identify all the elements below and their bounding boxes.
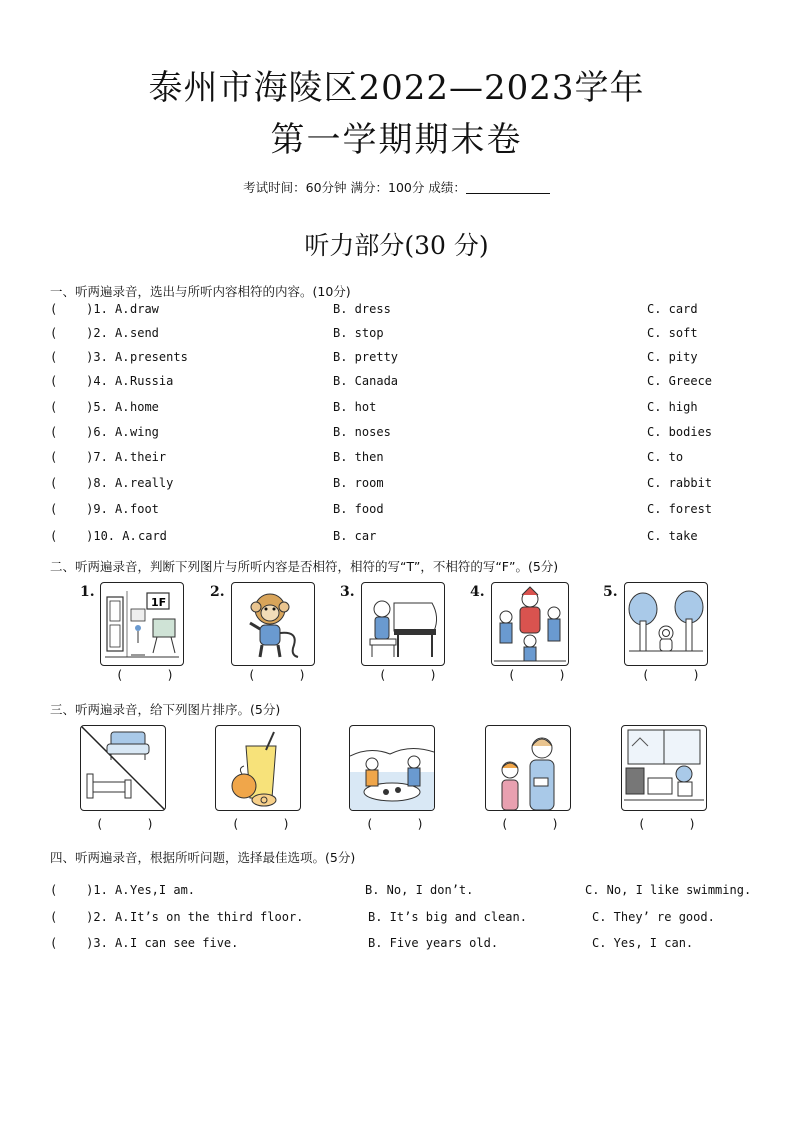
floor-sign-text: 1F <box>151 596 167 609</box>
option-a[interactable]: draw <box>130 302 159 316</box>
option-a[interactable]: I can see five. <box>130 936 239 950</box>
question-prefix[interactable]: ( )1. A. <box>50 302 130 316</box>
answer-blank-2-1[interactable]: ( ) <box>116 668 174 682</box>
option-b[interactable]: B. stop <box>333 326 384 340</box>
option-a[interactable]: Yes,I am. <box>130 883 196 897</box>
question-row <box>50 529 750 547</box>
living-room-picture <box>621 725 707 811</box>
option-a[interactable]: foot <box>130 502 159 516</box>
exam-title-line2: 第一学期期末卷 <box>270 120 523 160</box>
picnic-picture <box>349 725 435 811</box>
question-row <box>50 450 750 468</box>
option-b[interactable]: B. car <box>333 529 377 543</box>
option-c[interactable]: C. bodies <box>647 425 713 439</box>
option-c[interactable]: C. pity <box>647 350 698 364</box>
monkey-picture <box>231 582 315 666</box>
question-prefix[interactable]: ( )7. A. <box>50 450 130 464</box>
question-prefix[interactable]: ( )6. A. <box>50 425 130 439</box>
section2-heading: 二、听两遍录音，判断下列图片与所听内容是否相符，相符的写“T”，不相符的写“F”。(5分) <box>50 559 559 574</box>
answer-blank-2-2[interactable]: ( ) <box>248 668 306 682</box>
option-a[interactable]: card <box>138 529 167 543</box>
section3-heading: 三、听两遍录音，给下列图片排序。(5分) <box>50 702 281 717</box>
option-a[interactable]: their <box>130 450 167 464</box>
question-prefix[interactable]: ( )10. A. <box>50 529 137 543</box>
answer-blank-3-1[interactable]: ( ) <box>96 817 154 831</box>
question-row <box>50 425 750 443</box>
part-title: 听力部分(30 分) <box>304 231 489 260</box>
question-prefix[interactable]: ( )3. A. <box>50 350 130 364</box>
option-a[interactable]: presents <box>130 350 188 364</box>
option-b[interactable]: B. food <box>333 502 384 516</box>
question-prefix[interactable]: ( )5. A. <box>50 400 130 414</box>
option-a[interactable]: wing <box>130 425 159 439</box>
option-c[interactable]: C. rabbit <box>647 476 713 490</box>
option-b[interactable]: B. hot <box>333 400 377 414</box>
option-b[interactable]: B. It’s big and clean. <box>368 910 527 924</box>
answer-blank-3-4[interactable]: ( ) <box>501 817 559 831</box>
option-b[interactable]: B. Five years old. <box>368 936 499 950</box>
option-b[interactable]: B. dress <box>333 302 391 316</box>
question-prefix[interactable]: ( )8. A. <box>50 476 130 490</box>
answer-blank-2-5[interactable]: ( ) <box>642 668 700 682</box>
section1-heading: 一、听两遍录音，选出与所听内容相符的内容。(10分) <box>50 284 351 299</box>
option-a[interactable]: really <box>130 476 174 490</box>
picture-number-2: 2. <box>210 584 225 600</box>
option-c[interactable]: C. forest <box>647 502 713 516</box>
option-b[interactable]: B. room <box>333 476 384 490</box>
option-c[interactable]: C. take <box>647 529 698 543</box>
score-blank[interactable] <box>466 181 550 194</box>
classroom-picture <box>100 582 184 666</box>
option-b[interactable]: B. noses <box>333 425 391 439</box>
christmas-picture <box>491 582 569 666</box>
answer-blank-2-3[interactable]: ( ) <box>379 668 437 682</box>
question-row <box>50 350 750 368</box>
option-a[interactable]: home <box>130 400 159 414</box>
option-a[interactable]: It’s on the third floor. <box>130 910 304 924</box>
question-row <box>50 326 750 344</box>
juice-orange-picture <box>215 725 301 811</box>
question-row <box>50 476 750 494</box>
exam-info <box>0 178 793 196</box>
picture-number-3: 3. <box>340 584 355 600</box>
mother-daughter-picture <box>485 725 571 811</box>
question-prefix[interactable]: ( )3. A. <box>50 936 130 950</box>
option-c[interactable]: C. to <box>647 450 684 464</box>
exam-info-text: 考试时间：60分钟 满分：100分 成绩： <box>243 180 466 195</box>
question-row <box>50 936 750 954</box>
option-c[interactable]: C. card <box>647 302 698 316</box>
answer-blank-2-4[interactable]: ( ) <box>508 668 566 682</box>
option-b[interactable]: B. Canada <box>333 374 399 388</box>
sofa-bed-picture <box>80 725 166 811</box>
option-c[interactable]: C. soft <box>647 326 698 340</box>
option-c[interactable]: C. high <box>647 400 698 414</box>
question-prefix[interactable]: ( )4. A. <box>50 374 130 388</box>
question-row <box>50 502 750 520</box>
question-prefix[interactable]: ( )1. A. <box>50 883 130 897</box>
option-b[interactable]: B. No, I don’t. <box>365 883 474 897</box>
question-prefix[interactable]: ( )2. A. <box>50 910 130 924</box>
option-c[interactable]: C. They’ re good. <box>592 910 715 924</box>
picture-number-1: 1. <box>80 584 95 600</box>
option-c[interactable]: C. Greece <box>647 374 713 388</box>
question-row <box>50 374 750 392</box>
option-c[interactable]: C. Yes, I can. <box>592 936 694 950</box>
question-row <box>50 400 750 418</box>
question-row <box>50 302 750 320</box>
picture-number-4: 4. <box>470 584 485 600</box>
answer-blank-3-2[interactable]: ( ) <box>232 817 290 831</box>
option-a[interactable]: send <box>130 326 159 340</box>
option-a[interactable]: Russia <box>130 374 174 388</box>
option-c[interactable]: C. No, I like swimming. <box>585 883 752 897</box>
option-b[interactable]: B. pretty <box>333 350 399 364</box>
question-row <box>50 910 750 928</box>
question-row <box>50 883 750 901</box>
exam-title-line1: 泰州市海陵区2022—2023学年 <box>148 68 645 108</box>
picture-number-5: 5. <box>603 584 618 600</box>
piano-girl-picture <box>361 582 445 666</box>
trees-lion-picture <box>624 582 708 666</box>
question-prefix[interactable]: ( )2. A. <box>50 326 130 340</box>
section4-heading: 四、听两遍录音，根据所听问题，选择最佳选项。(5分) <box>50 850 356 865</box>
question-prefix[interactable]: ( )9. A. <box>50 502 130 516</box>
answer-blank-3-3[interactable]: ( ) <box>366 817 424 831</box>
option-b[interactable]: B. then <box>333 450 384 464</box>
answer-blank-3-5[interactable]: ( ) <box>638 817 696 831</box>
